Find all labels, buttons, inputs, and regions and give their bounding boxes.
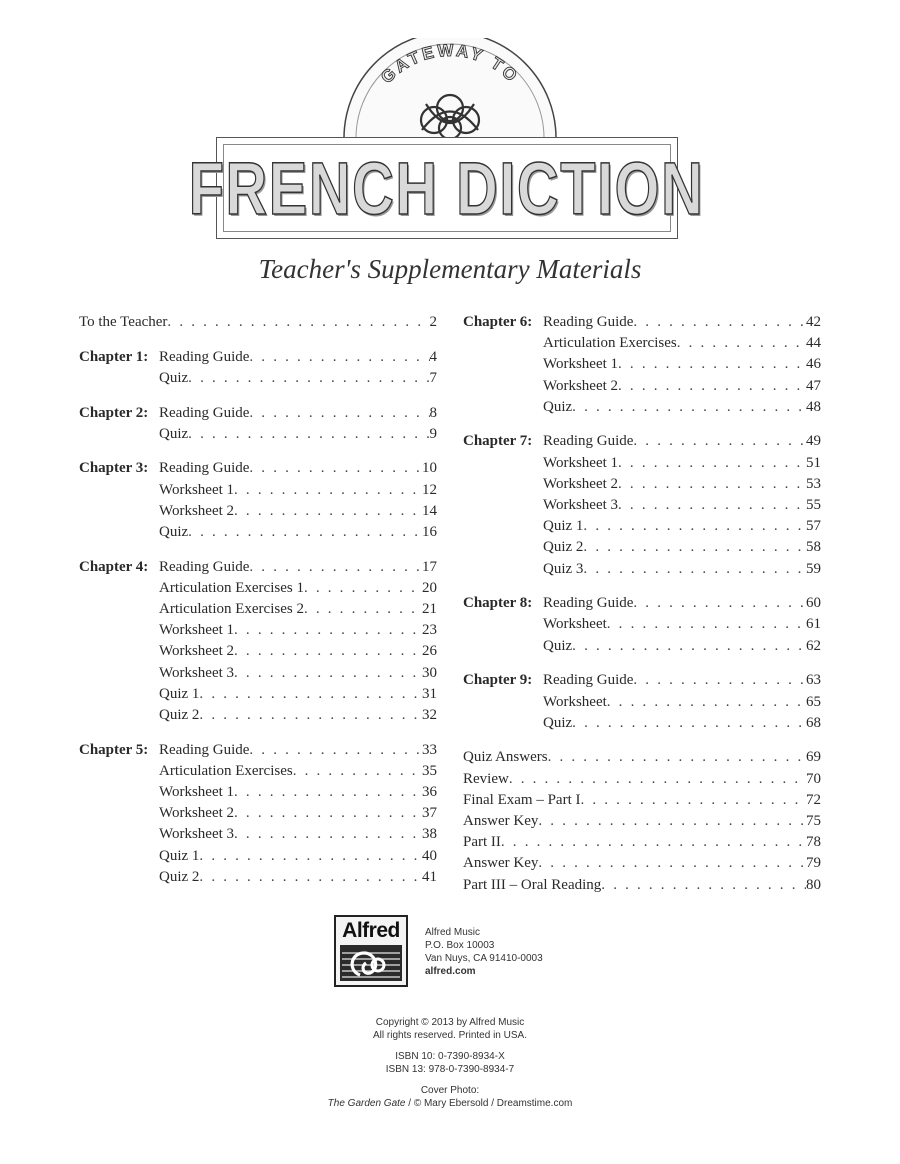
toc-dot-leader [572,399,806,416]
toc-entry-label: Quiz 1 [159,847,200,864]
toc-entry-label: Reading Guide [159,558,250,575]
toc-entry-label: Articulation Exercises [543,335,677,352]
alfred-logo-text: Alfred [342,919,400,942]
toc-page-number: 21 [422,601,437,618]
toc-entry-label: Reading Guide [159,348,250,365]
toc-group [79,405,437,447]
toc-entry [79,559,437,580]
toc-entry [79,460,437,481]
toc-entry-label: Quiz [159,524,189,540]
toc-page-number: 20 [422,579,437,596]
toc-page-number: 30 [422,664,437,681]
toc-dot-leader [249,349,429,366]
toc-entry [79,314,437,335]
toc-dot-leader [548,749,806,766]
toc-dot-leader [188,524,422,541]
toc-page-number: 55 [806,497,821,513]
toc-entry-label: Worksheet 3 [159,826,235,843]
toc-group [463,314,821,420]
toc-entry [463,715,821,736]
toc-dot-leader [199,869,422,886]
toc-entry [79,349,437,370]
toc-dot-leader [583,561,806,578]
toc-dot-leader [601,877,806,894]
toc-entry [463,561,821,582]
toc-entry-label: Worksheet 1 [159,622,235,639]
gateway-arch-emblem [330,38,570,140]
toc-chapter-label: Chapter 5: [79,741,149,758]
subtitle: Teacher's Supplementary Materials [258,254,642,284]
copyright-line: Copyright © 2013 by Alfred Music [375,1017,525,1028]
toc-page-number: 23 [422,622,437,639]
toc-entry-label: Articulation Exercises 2 [159,601,304,618]
toc-entry-label: Worksheet 2 [159,502,235,519]
toc-page-number: 40 [422,847,437,864]
toc-dot-leader [234,622,422,639]
toc-entry [463,771,821,792]
toc-entry-label: Review [463,770,509,787]
toc-entry [79,686,437,707]
toc-page-number: 75 [806,812,821,829]
alfred-logo [334,915,408,987]
toc-entry-label: Reading Guide [543,672,634,689]
toc-page-number: 60 [806,595,821,612]
toc-entry-label: Reading Guide [159,404,250,421]
toc-entry-label: Worksheet [543,616,607,633]
publisher-address-line2: Van Nuys, CA 91410-0003 [425,953,543,964]
toc-entry [463,855,821,876]
toc-entry-label: Quiz [159,425,189,442]
toc-entry [463,638,821,659]
toc-chapter-label: Chapter 2: [79,404,149,421]
toc-chapter-label: Chapter 9: [463,672,533,689]
toc-page-number: 16 [422,524,437,540]
toc-page-number: 9 [429,425,437,442]
toc-entry [79,805,437,826]
toc-dot-leader [618,356,806,373]
toc-entry [79,580,437,601]
toc-dot-leader [199,686,422,703]
toc-right-column [463,314,821,911]
toc-page-number: 26 [422,643,437,660]
toc-page-number: 61 [806,616,821,633]
toc-page-number: 44 [806,335,821,352]
toc-page-number: 80 [806,876,821,893]
toc-chapter-label: Chapter 7: [463,433,533,450]
toc-entry [79,869,437,890]
toc-entry-label: To the Teacher [79,314,168,330]
toc-entry [463,877,821,898]
toc-dot-leader [583,518,806,535]
toc-entry-label: Part II [463,834,501,851]
cover-photo-credit-text: / © Mary Ebersold / Dreamstime.com [405,1097,573,1109]
toc-entry-label: Worksheet 3 [159,664,235,681]
toc-page-number: 7 [429,369,437,386]
toc-entry [79,742,437,763]
toc-dot-leader [234,665,422,682]
toc-entry [463,518,821,539]
toc-entry-label: Quiz 2 [159,707,200,723]
toc-dot-leader [538,855,806,872]
toc-entry-label: Worksheet 2 [159,805,235,822]
toc-page-number: 38 [422,826,437,843]
toc-entry-label: Quiz [159,369,189,386]
toc-page-number: 53 [806,475,821,492]
toc-group [463,672,821,736]
publisher-website: alfred.com [425,966,476,977]
toc-dot-leader [509,771,806,788]
toc-entry-label: Worksheet 1 [543,356,619,373]
toc-dot-leader [199,848,422,865]
toc-dot-leader [293,763,422,780]
toc-dot-leader [633,433,806,450]
toc-page-number: 58 [806,539,821,556]
toc-entry-label: Reading Guide [543,433,634,450]
toc-dot-leader [304,601,422,618]
toc-entry [463,539,821,560]
toc-entry [79,707,437,728]
toc-entry-label: Quiz 2 [159,868,200,885]
toc-dot-leader [607,616,806,633]
toc-entry [463,616,821,637]
toc-dot-leader [572,715,806,732]
toc-entry [463,378,821,399]
toc-dot-leader [304,580,422,597]
toc-page-number: 51 [806,454,821,471]
toc-group [79,460,437,545]
toc-entry [79,482,437,503]
toc-chapter-label: Chapter 1: [79,348,149,365]
toc-group [463,749,821,897]
toc-entry-label: Reading Guide [543,595,634,612]
toc-group [79,349,437,391]
toc-entry [79,524,437,545]
publisher-address-line1: P.O. Box 10003 [425,940,495,951]
toc-dot-leader [234,826,422,843]
toc-group [79,314,437,335]
toc-page-number: 72 [806,791,821,808]
toc-entry-label: Articulation Exercises [159,762,293,779]
toc-entry-label: Worksheet 2 [543,377,619,394]
toc-dot-leader [633,314,806,331]
toc-page-number: 4 [429,348,437,365]
toc-group [463,433,821,581]
toc-entry [463,834,821,855]
toc-entry [79,370,437,391]
toc-entry [463,455,821,476]
toc-entry [463,399,821,420]
toc-page-number: 12 [422,481,437,498]
toc-entry-label: Worksheet 3 [543,497,619,513]
toc-entry-label: Quiz 3 [543,560,584,577]
toc-page-number: 62 [806,637,821,654]
toc-dot-leader [618,476,806,493]
toc-page-number: 8 [429,404,437,421]
toc-entry [463,335,821,356]
main-title: FRENCH DICTION [189,146,705,230]
toc-entry [79,426,437,447]
toc-entry [79,503,437,524]
cover-photo-title: The Garden Gate [327,1097,406,1109]
toc-page-number: 48 [806,398,821,415]
toc-dot-leader [234,503,422,520]
toc-entry [79,643,437,664]
toc-entry-label: Quiz 1 [159,685,200,702]
toc-entry [463,792,821,813]
toc-entry-label: Quiz Answers [463,749,548,766]
toc-dot-leader [234,805,422,822]
cover-photo-credit [0,1098,900,1111]
toc-entry [79,763,437,784]
toc-entry [79,848,437,869]
toc-page-number: 35 [422,762,437,779]
toc-dot-leader [249,742,422,759]
toc-chapter-label: Chapter 3: [79,460,149,477]
toc-entry-label: Worksheet 2 [543,475,619,492]
toc-entry [79,826,437,847]
toc-dot-leader [677,335,806,352]
toc-entry [463,433,821,454]
toc-entry-label: Quiz [543,714,573,731]
toc-page-number: 33 [422,741,437,758]
toc-page-number: 79 [806,855,821,872]
toc-page-number: 17 [422,558,437,575]
toc-page-number: 57 [806,518,821,535]
toc-chapter-label: Chapter 4: [79,558,149,575]
toc-entry [79,601,437,622]
toc-entry [463,497,821,518]
toc-entry-label: Quiz 1 [543,518,584,535]
toc-entry [79,405,437,426]
toc-dot-leader [633,595,806,612]
toc-entry-label: Part III – Oral Reading [463,876,602,893]
toc-page-number: 59 [806,560,821,577]
isbn13-line: ISBN 13: 978-0-7390-8934-7 [385,1063,515,1075]
cover-photo-label: Cover Photo: [420,1085,480,1096]
toc-entry [463,595,821,616]
toc-entry-label: Worksheet 1 [159,481,235,498]
toc-page-number: 14 [422,502,437,519]
toc-page-number: 70 [806,770,821,787]
toc-page-number: 31 [422,685,437,702]
toc-page-number: 78 [806,834,821,851]
toc-entry [463,672,821,693]
toc-entry [79,784,437,805]
toc-dot-leader [188,370,429,387]
toc-page-number: 36 [422,784,437,801]
toc-chapter-label: Chapter 6: [463,314,533,330]
toc-group [79,742,437,890]
toc-group [79,559,437,729]
toc-dot-leader [249,460,422,477]
publisher-address [425,926,543,978]
toc-page-number: 10 [422,460,437,477]
toc-group [463,595,821,659]
toc-chapter-label: Chapter 8: [463,595,533,612]
treble-clef-icon [340,945,402,981]
toc-entry-label: Reading Guide [159,460,250,477]
toc-entry-label: Reading Guide [543,314,634,330]
toc-entry [79,622,437,643]
toc-dot-leader [538,813,806,830]
toc-entry [463,694,821,715]
toc-page-number: 32 [422,707,437,723]
toc-entry [463,476,821,497]
toc-dot-leader [618,497,806,514]
toc-entry [463,749,821,770]
toc-dot-leader [580,792,806,809]
toc-page-number: 37 [422,805,437,822]
toc-page-number: 47 [806,377,821,394]
toc-page-number: 63 [806,672,821,689]
toc-entry [79,665,437,686]
toc-page-number: 2 [429,314,437,330]
toc-dot-leader [501,834,806,851]
title-header [0,0,900,300]
toc-dot-leader [249,559,422,576]
toc-page-number: 41 [422,868,437,885]
toc-dot-leader [234,643,422,660]
toc-entry-label: Quiz [543,398,573,415]
toc-dot-leader [249,405,429,422]
toc-dot-leader [583,539,806,556]
title-frame [189,137,705,239]
toc-page-number: 49 [806,433,821,450]
toc-dot-leader [234,482,422,499]
toc-page-number: 69 [806,749,821,766]
toc-dot-leader [607,694,806,711]
toc-entry-label: Quiz 2 [543,539,584,556]
publisher-name: Alfred Music [425,927,481,938]
toc-dot-leader [633,672,806,689]
toc-entry-label: Worksheet 1 [543,454,619,471]
legal-notice [0,1017,900,1110]
toc-page-number: 65 [806,693,821,710]
toc-entry-label: Worksheet 2 [159,643,235,660]
toc-entry [463,813,821,834]
toc-dot-leader [618,378,806,395]
toc-dot-leader [618,455,806,472]
toc-entry [463,356,821,377]
arch-text: GATEWAY TO [377,40,523,88]
toc-entry-label: Worksheet 1 [159,784,235,801]
toc-dot-leader [199,707,422,724]
toc-page-number: 46 [806,356,821,373]
toc-dot-leader [167,314,429,331]
toc-entry-label: Quiz [543,637,573,654]
toc-page-number: 68 [806,714,821,731]
toc-entry-label: Reading Guide [159,741,250,758]
toc-entry [463,314,821,335]
toc-entry-label: Worksheet [543,693,607,710]
toc-entry-label: Answer Key [463,812,539,829]
toc-dot-leader [572,638,806,655]
toc-dot-leader [234,784,422,801]
rights-line: All rights reserved. Printed in USA. [373,1029,527,1041]
toc-dot-leader [188,426,429,443]
toc-entry-label: Final Exam – Part I [463,791,581,808]
toc-left-column [79,314,437,904]
isbn10-line: ISBN 10: 0-7390-8934-X [395,1051,505,1062]
toc-entry-label: Articulation Exercises 1 [159,579,304,596]
toc-page-number: 42 [806,314,821,330]
toc-entry-label: Answer Key [463,855,539,872]
